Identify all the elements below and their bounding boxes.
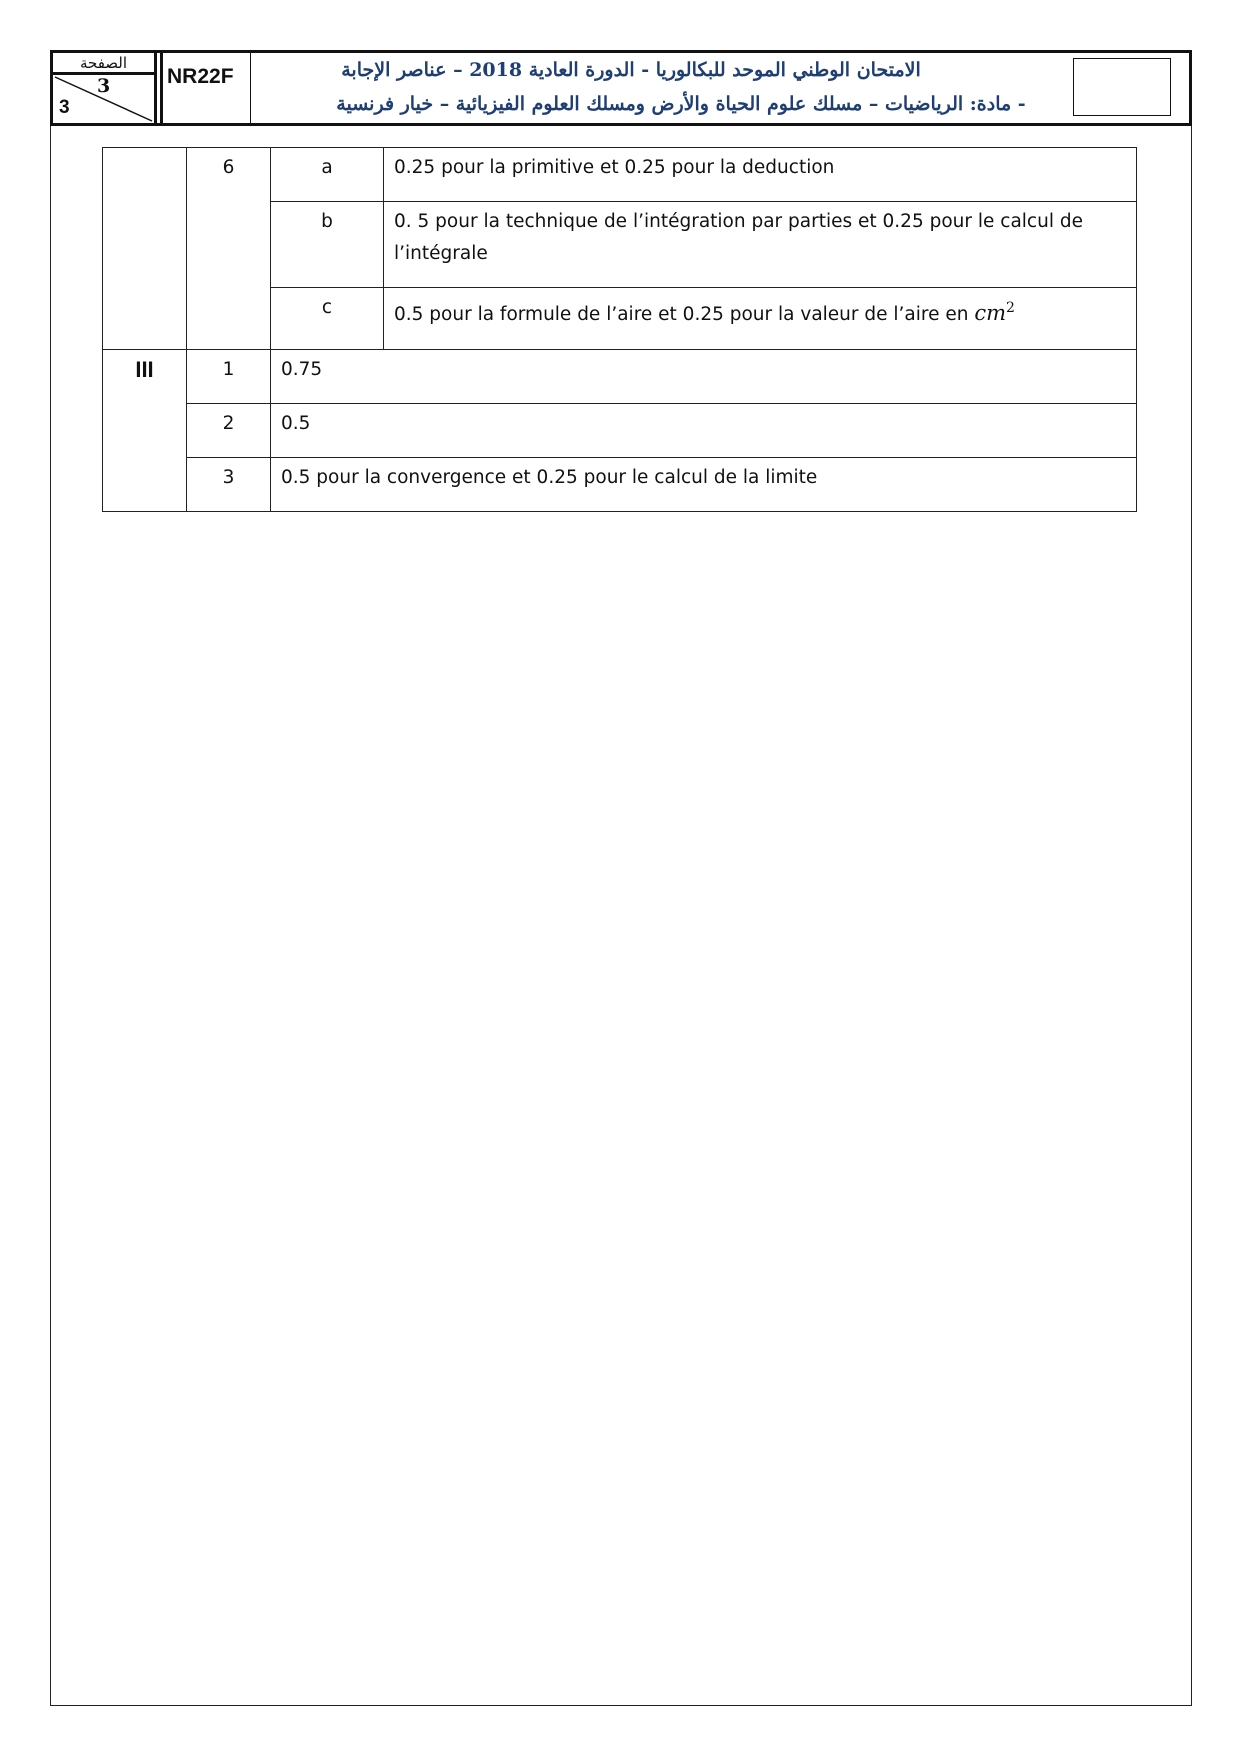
- grading-table: [102, 147, 1137, 512]
- page-label: الصفحة: [53, 53, 154, 75]
- grading-text: 0.5 pour la formule de l’aire et 0.25 pour la valeur de l’aire en: [394, 304, 975, 325]
- grading-text: 0.75: [271, 350, 1137, 404]
- sub-question: b: [271, 202, 384, 288]
- page-total: 3: [59, 97, 70, 118]
- grading-text: 0.5 pour la convergence et 0.25 pour le calcul de la limite: [271, 458, 1137, 512]
- table-row: [103, 148, 1137, 202]
- unit-base: cm: [974, 301, 1007, 325]
- grading-text: 0. 5 pour la technique de l’intégration par parties et 0.25 pour le calcul de l’intégrale: [384, 202, 1137, 288]
- grading-text: 0.25 pour la primitive et 0.25 pour la deduction: [384, 148, 1137, 202]
- sub-question: a: [271, 148, 384, 202]
- table-row: [103, 458, 1137, 512]
- page-number-box: [53, 53, 157, 123]
- unit-exponent: 2: [1006, 300, 1015, 316]
- question-number: 2: [187, 404, 271, 458]
- page-number-split: [53, 75, 154, 123]
- exam-code: NR22F: [163, 53, 251, 123]
- blank-box: [1073, 58, 1171, 116]
- question-number: 3: [187, 458, 271, 512]
- table-row: [103, 404, 1137, 458]
- exam-title: الامتحان الوطني الموحد للبكالوريا - الدورة العادية 2018 – عناصر الإجابة: [341, 59, 921, 81]
- page-header: [50, 50, 1192, 126]
- part-cell-empty: [103, 148, 187, 350]
- page-current: 3: [97, 75, 111, 97]
- grading-text: 0.5: [271, 404, 1137, 458]
- part-number: III: [103, 350, 187, 512]
- exam-subtitle: - مادة: الرياضيات – مسلك علوم الحياة والأرض ومسلك العلوم الفيزيائية – خيار فرنسية: [336, 93, 1026, 115]
- table-row: [103, 350, 1137, 404]
- grading-text-cell: [384, 288, 1137, 350]
- question-number: 1: [187, 350, 271, 404]
- unit-symbol: [974, 301, 1015, 325]
- question-number: 6: [187, 148, 271, 350]
- sub-question: c: [271, 288, 384, 350]
- header-title-box: [251, 53, 1189, 123]
